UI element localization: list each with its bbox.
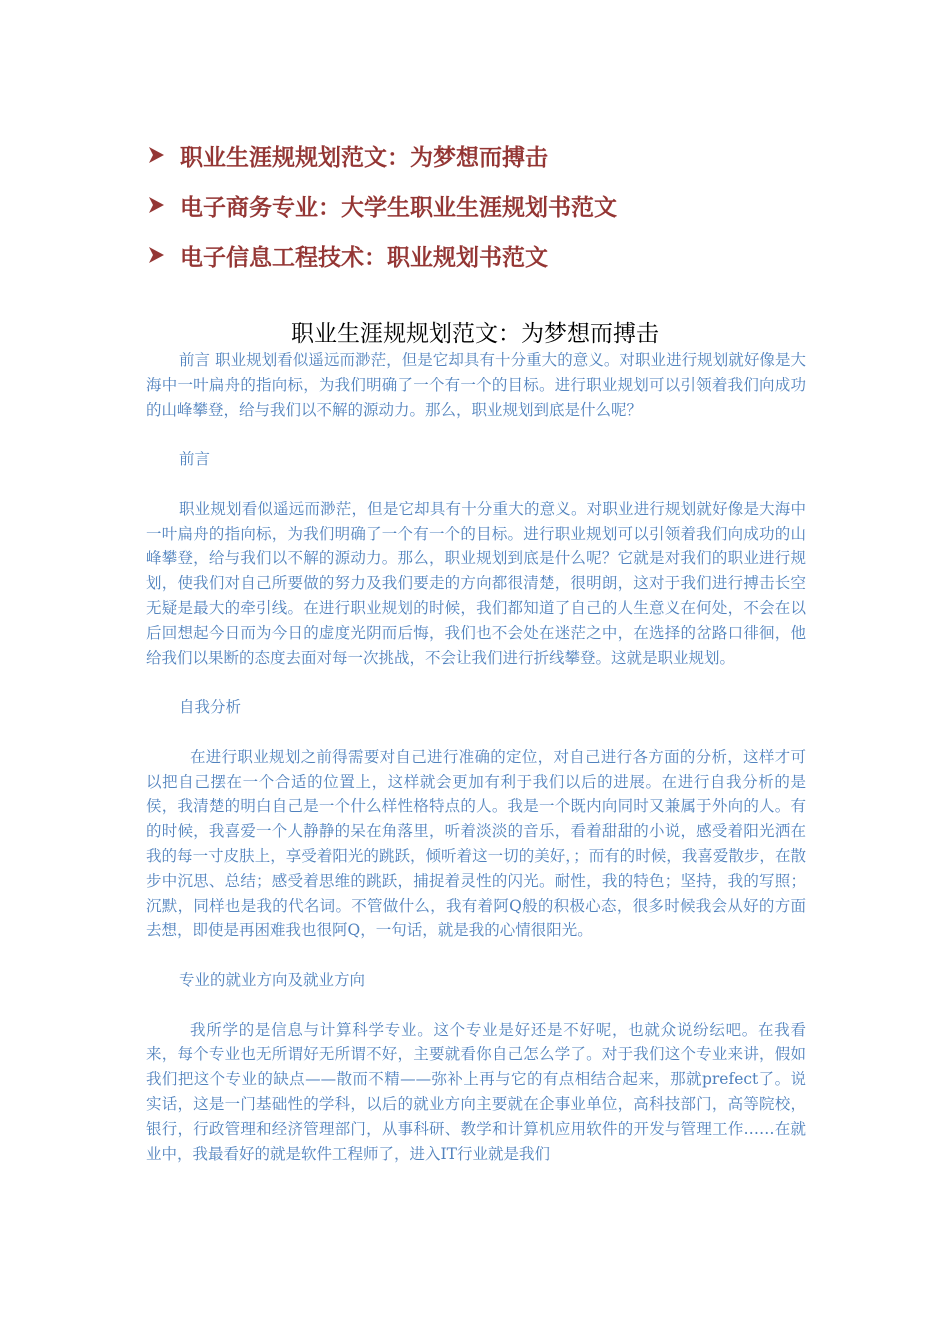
arrow-bullet-icon: [146, 145, 166, 165]
section-paragraph: 我所学的是信息与计算科学专业。这个专业是好还是不好呢，也就众说纷纭吧。在我看来，每个专业也无所谓好无所谓不好，主要就看你自己怎么学了。对于我们这个专业来讲，假如我们把这个专业的缺点——散而不精——弥补上再与它的有点相结合起来，那就prefect了。说实话，这是一门基础性的学科，以后的就业方向主要就在企事业单位，高科技部门，高等院校，银行，行政管理和经济管理部门，从事科研、教学和计算机应用软件的开发与管理工作……在就业中，我最看好的就是软件工程师了，进入IT行业就是我们: [146, 1020, 806, 1163]
arrow-bullet-icon: [146, 245, 166, 265]
intro-paragraph: 前言 职业规划看似遥远而渺茫，但是它却具有十分重大的意义。对职业进行规划就好像是大海中一叶扁舟的指向标，为我们明确了一个有一个的目标。进行职业规划可以引领着我们向成功的山峰攀登，给与我们以不解的源动力。那么，职业规划到底是什么呢？: [146, 351, 806, 419]
document-body: [146, 348, 806, 1166]
section-paragraph: 在进行职业规划之前得需要对自己进行准确的定位，对自己进行各方面的分析，这样才可以把自己摆在一个合适的位置上，这样就会更加有利于我们以后的进展。在进行自我分析的是侯，我清楚的明白自己是一个什么样性格特点的人。我是一个既内向同时又兼属于外向的人。有的时候，我喜爱一个人静静的呆在角落里，听着淡淡的音乐，看着甜甜的小说，感受着阳光洒在我的每一寸皮肤上，享受着阳光的跳跃，倾听着这一切的美好，；而有的时候，我喜爱散步，在散步中沉思、总结；感受着思维的跳跃，捕捉着灵性的闪光。耐性，我的特色；坚持，我的写照；沉默，同样也是我的代名词。不管做什么，我有着阿Q般的积极心态，很多时候我会从好的方面去想，即使是再困难我也很阿Q，一句话，就是我的心情很阳光。: [146, 747, 806, 940]
section-paragraph: 职业规划看似遥远而渺茫，但是它却具有十分重大的意义。对职业进行规划就好像是大海中一叶扁舟的指向标，为我们明确了一个有一个的目标。进行职业规划可以引领着我们向成功的山峰攀登，给与我们以不解的源动力。那么，职业规划到底是什么呢？它就是对我们的职业进行规划，使我们对自己所要做的努力及我们要走的方向都很清楚，很明朗，这对于我们进行搏击长空无疑是最大的牵引线。在进行职业规划的时候，我们都知道了自己的人生意义在何处，不会在以后回想起今日而为今日的虚度光阴而后悔，我们也不会处在迷茫之中，在选择的岔路口徘徊，他给我们以果断的态度去面对每一次挑战，不会让我们进行折线攀登。这就是职业规划。: [146, 499, 806, 667]
section-heading: 前言: [179, 450, 211, 469]
related-link[interactable]: [146, 230, 846, 280]
arrow-bullet-icon: [146, 195, 166, 215]
related-link[interactable]: [146, 130, 846, 180]
related-link-label: 电子商务专业：大学生职业生涯规划书范文: [180, 193, 617, 221]
section-heading: 自我分析: [179, 698, 242, 717]
related-link-label: 职业生涯规规划范文：为梦想而搏击: [180, 143, 548, 171]
section-heading: 专业的就业方向及就业方向: [179, 970, 366, 989]
related-link[interactable]: [146, 180, 846, 230]
document-title: 职业生涯规规划范文：为梦想而搏击: [291, 321, 659, 347]
related-link-label: 电子信息工程技术：职业规划书范文: [180, 243, 548, 271]
related-links-list: [146, 130, 846, 280]
